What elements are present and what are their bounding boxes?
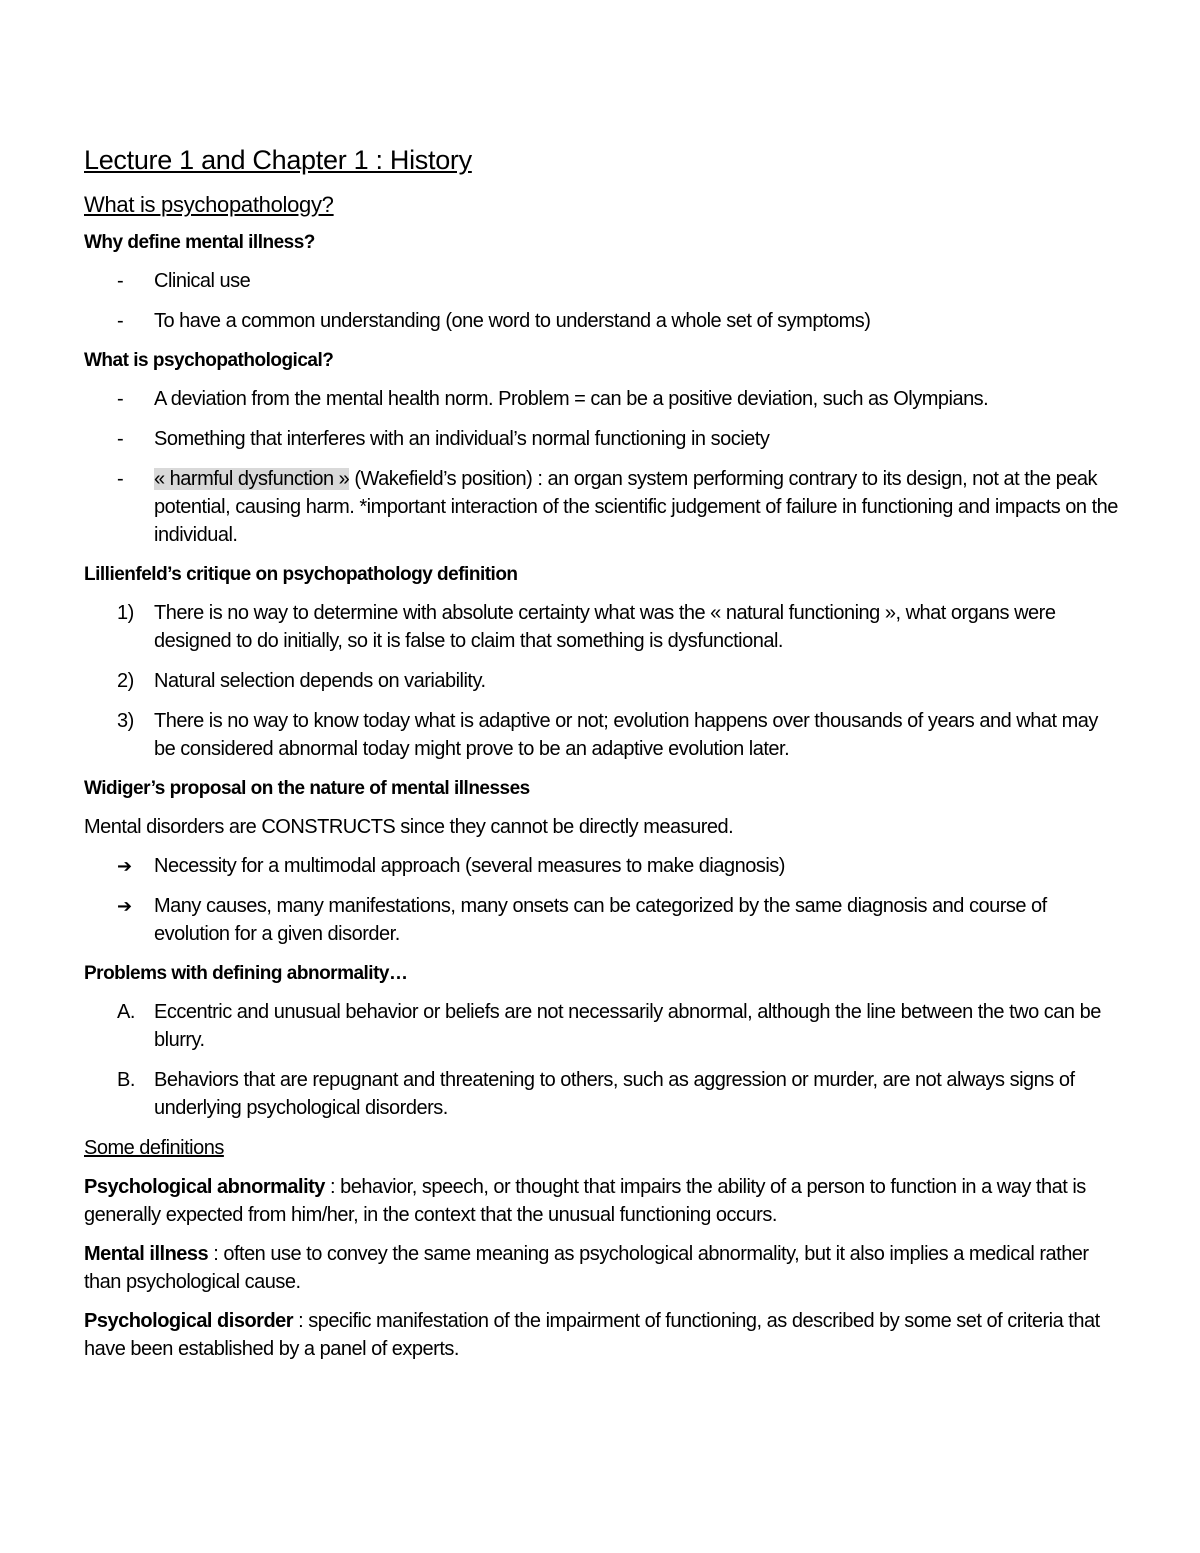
- heading-why-define: Why define mental illness?: [84, 232, 315, 253]
- list-item-text: A deviation from the mental health norm. Problem = can be a positive deviation, such as Olympians.: [154, 388, 989, 410]
- number-marker: 3): [117, 710, 134, 732]
- dash-bullet: -: [117, 270, 124, 292]
- definition-mental-illness: [84, 1240, 1120, 1296]
- heading-widiger-proposal: Widiger’s proposal on the nature of mental illnesses: [84, 778, 530, 799]
- list-item-text: There is no way to determine with absolute certainty what was the « natural functioning », what organs were designed to do initially, so it is false to claim that something is dysfunctional.: [154, 602, 1056, 652]
- list-item: [84, 465, 1120, 549]
- definition-term: Psychological abnormality: [84, 1176, 325, 1198]
- letter-marker: B.: [117, 1069, 135, 1091]
- list-item-text: To have a common understanding (one word to understand a whole set of symptoms): [154, 310, 871, 332]
- section-subtitle: What is psychopathology?: [84, 192, 334, 217]
- list-item-text: Clinical use: [154, 270, 251, 292]
- definition-psychological-disorder: [84, 1307, 1120, 1363]
- highlighted-term: « harmful dysfunction »: [154, 468, 350, 490]
- list-widiger: [84, 852, 1120, 948]
- list-item-text: Necessity for a multimodal approach (several measures to make diagnosis): [154, 855, 785, 877]
- heading-what-is-psychopathological: What is psychopathological?: [84, 350, 334, 371]
- list-item-text: Something that interferes with an individual’s normal functioning in society: [154, 428, 770, 450]
- list-what-is-psychopathological: [84, 385, 1120, 549]
- list-item-text: (Wakefield’s position) : an organ system performing contrary to its design, not at the peak potential, causing harm. *important interaction of the scientific judgement of failure in functioning and impacts on the individual.: [154, 468, 1118, 546]
- heading-lillienfeld-critique: Lillienfeld’s critique on psychopathology definition: [84, 564, 518, 585]
- definition-text: : often use to convey the same meaning as psychological abnormality, but it also implies a medical rather than psychological cause.: [84, 1243, 1089, 1293]
- dash-bullet: -: [117, 388, 124, 410]
- list-item: [84, 307, 1120, 335]
- arrow-right-icon: ➔: [117, 856, 132, 876]
- number-marker: 2): [117, 670, 134, 692]
- list-item-text: Eccentric and unusual behavior or beliefs are not necessarily abnormal, although the line between the two can be blurry.: [154, 1001, 1101, 1051]
- list-item: [84, 892, 1120, 948]
- dash-bullet: -: [117, 468, 124, 490]
- list-item: [84, 425, 1120, 453]
- dash-bullet: -: [117, 310, 124, 332]
- definition-text: : specific manifestation of the impairment of functioning, as described by some set of criteria that have been established by a panel of experts.: [84, 1310, 1100, 1360]
- document-content: [84, 142, 1120, 1374]
- definition-text: : behavior, speech, or thought that impairs the ability of a person to function in a way that is generally expected from him/her, in the context that the unusual functioning occurs.: [84, 1176, 1086, 1226]
- list-item: [84, 998, 1120, 1054]
- number-marker: 1): [117, 602, 134, 624]
- list-item: [84, 385, 1120, 413]
- list-item: [84, 667, 1120, 695]
- letter-marker: A.: [117, 1001, 135, 1023]
- list-why-define: [84, 267, 1120, 335]
- list-item-text: Many causes, many manifestations, many onsets can be categorized by the same diagnosis and course of evolution for a given disorder.: [154, 895, 1047, 945]
- definition-psychological-abnormality: [84, 1173, 1120, 1229]
- list-item: [84, 852, 1120, 880]
- list-lillienfeld-critique: [84, 599, 1120, 763]
- list-problems-defining: [84, 998, 1120, 1122]
- list-item: [84, 707, 1120, 763]
- list-item: [84, 1066, 1120, 1122]
- dash-bullet: -: [117, 428, 124, 450]
- heading-some-definitions: Some definitions: [84, 1137, 224, 1159]
- list-item: [84, 599, 1120, 655]
- paragraph-constructs: Mental disorders are CONSTRUCTS since they cannot be directly measured.: [84, 816, 734, 838]
- definition-term: Psychological disorder: [84, 1310, 294, 1332]
- definition-term: Mental illness: [84, 1243, 209, 1265]
- list-item: [84, 267, 1120, 295]
- heading-problems-defining: Problems with defining abnormality…: [84, 963, 408, 984]
- arrow-right-icon: ➔: [117, 896, 132, 916]
- list-item-text: There is no way to know today what is adaptive or not; evolution happens over thousands of years and what may be considered abnormal today might prove to be an adaptive evolution later.: [154, 710, 1098, 760]
- list-item-text: Behaviors that are repugnant and threatening to others, such as aggression or murder, are not always signs of underlying psychological disorders.: [154, 1069, 1075, 1119]
- list-item-text: Natural selection depends on variability.: [154, 670, 486, 692]
- page-title: Lecture 1 and Chapter 1 : History: [84, 145, 472, 175]
